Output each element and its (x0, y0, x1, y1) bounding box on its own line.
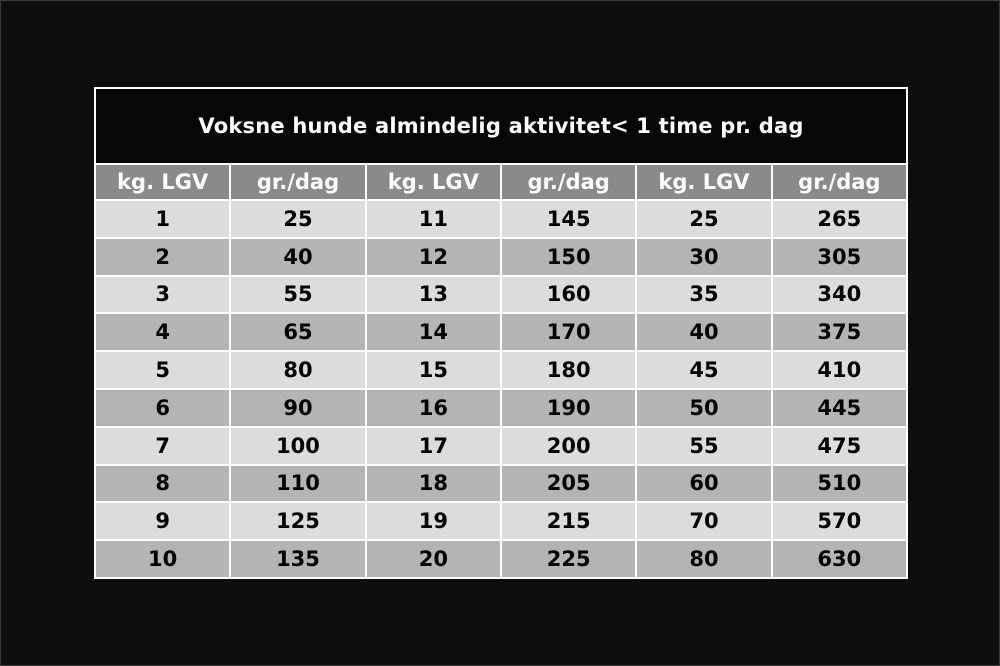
weight-cell: 9 (96, 503, 229, 539)
weight-cell: 3 (96, 277, 229, 313)
grams-cell: 475 (773, 428, 906, 464)
weight-cell: 1 (96, 201, 229, 237)
weight-cell: 18 (367, 466, 500, 502)
grams-cell: 125 (231, 503, 364, 539)
weight-cell: 19 (367, 503, 500, 539)
weight-cell: 12 (367, 239, 500, 275)
weight-cell: 40 (637, 314, 770, 350)
grams-cell: 180 (502, 352, 635, 388)
grams-cell: 510 (773, 466, 906, 502)
grams-cell: 200 (502, 428, 635, 464)
grams-cell: 205 (502, 466, 635, 502)
grams-cell: 375 (773, 314, 906, 350)
weight-cell: 2 (96, 239, 229, 275)
weight-cell: 35 (637, 277, 770, 313)
feeding-table (94, 87, 908, 579)
grams-cell: 190 (502, 390, 635, 426)
grams-cell: 445 (773, 390, 906, 426)
weight-cell: 5 (96, 352, 229, 388)
header-cell-grams: gr./dag (773, 165, 906, 199)
header-cell-weight: kg. LGV (96, 165, 229, 199)
weight-cell: 10 (96, 541, 229, 577)
weight-cell: 25 (637, 201, 770, 237)
grams-cell: 90 (231, 390, 364, 426)
weight-cell: 13 (367, 277, 500, 313)
header-cell-weight: kg. LGV (637, 165, 770, 199)
grams-cell: 340 (773, 277, 906, 313)
weight-cell: 4 (96, 314, 229, 350)
grams-cell: 150 (502, 239, 635, 275)
header-cell-weight: kg. LGV (367, 165, 500, 199)
grams-cell: 65 (231, 314, 364, 350)
grams-cell: 170 (502, 314, 635, 350)
grams-cell: 215 (502, 503, 635, 539)
weight-cell: 30 (637, 239, 770, 275)
grams-cell: 265 (773, 201, 906, 237)
grams-cell: 80 (231, 352, 364, 388)
grams-cell: 145 (502, 201, 635, 237)
weight-cell: 6 (96, 390, 229, 426)
weight-cell: 7 (96, 428, 229, 464)
grams-cell: 570 (773, 503, 906, 539)
weight-cell: 45 (637, 352, 770, 388)
weight-cell: 70 (637, 503, 770, 539)
grams-cell: 25 (231, 201, 364, 237)
grams-cell: 410 (773, 352, 906, 388)
weight-cell: 17 (367, 428, 500, 464)
grams-cell: 305 (773, 239, 906, 275)
grams-cell: 100 (231, 428, 364, 464)
table-grid (96, 165, 906, 577)
grams-cell: 40 (231, 239, 364, 275)
table-title: Voksne hunde almindelig aktivitet< 1 time pr. dag (96, 89, 906, 163)
header-cell-grams: gr./dag (231, 165, 364, 199)
weight-cell: 14 (367, 314, 500, 350)
grams-cell: 55 (231, 277, 364, 313)
weight-cell: 16 (367, 390, 500, 426)
header-cell-grams: gr./dag (502, 165, 635, 199)
weight-cell: 60 (637, 466, 770, 502)
grams-cell: 225 (502, 541, 635, 577)
weight-cell: 15 (367, 352, 500, 388)
weight-cell: 20 (367, 541, 500, 577)
grams-cell: 160 (502, 277, 635, 313)
weight-cell: 11 (367, 201, 500, 237)
weight-cell: 8 (96, 466, 229, 502)
grams-cell: 110 (231, 466, 364, 502)
weight-cell: 80 (637, 541, 770, 577)
weight-cell: 50 (637, 390, 770, 426)
grams-cell: 630 (773, 541, 906, 577)
weight-cell: 55 (637, 428, 770, 464)
grams-cell: 135 (231, 541, 364, 577)
